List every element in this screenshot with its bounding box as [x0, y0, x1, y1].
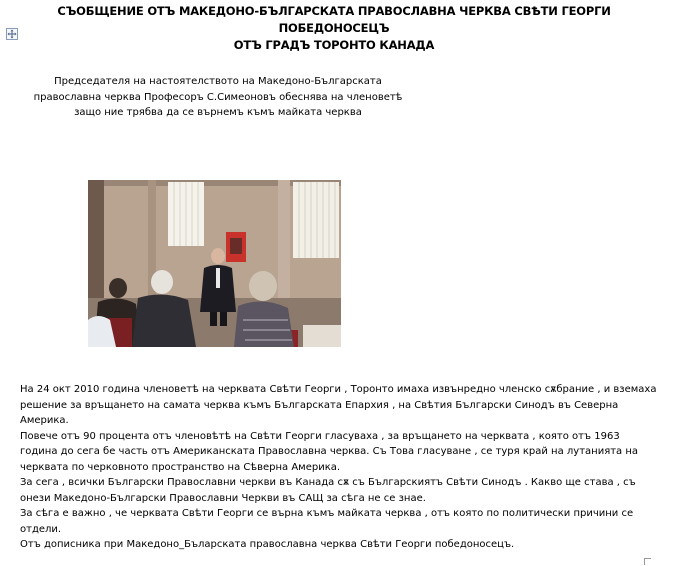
body-paragraph-4: За сѣга е важно , че черквата Свѣти Георги се върна къмъ майката черква , отъ която по политически причини се отдели.: [20, 508, 634, 535]
caption-line-2: православна черква Професоръ С.Симеоновъ обеснява на членоветѣ: [33, 91, 403, 103]
article-body: [20, 382, 660, 553]
photo-caption: [18, 74, 418, 121]
caption-line-3: защо ние трябва да се върнемъ къмъ майката черква: [74, 107, 362, 118]
body-paragraph-5: Отъ дописника при Македоно_Бъларската православна черква Свѣти Георги победоносецъ.: [20, 539, 515, 550]
body-paragraph-1: На 24 окт 2010 година членоветѣ на черквата Свѣти Георги , Торонто имаха извънредно членско сѫбрание , и вземаха решение за връщането на самата черква къмъ Българската Епархия , на Свѣтия Български Синодъ въ Северна Америка.: [20, 384, 657, 426]
document-title: [14, 3, 654, 54]
title-line-2: ОТЪ ГРАДЪ ТОРОНТО КАНАДА: [233, 38, 435, 52]
body-paragraph-2: Повече отъ 90 процента отъ членовѣтѣ на Свѣти Георги гласуваха , за връщането на черквата , която отъ 1963 година до сега бе часть отъ Американската Православна черква. Съ Това гласуване , се туря край на лутанията на черквата по черковното пространство на Сѣверна Америка.: [20, 430, 639, 473]
caption-line-1: Председателя на настоятелството на Македоно-Българската: [54, 76, 382, 87]
church-meeting-photo: [88, 180, 341, 347]
title-line-1: СЪОБЩЕНИЕ ОТЪ МАКЕДОНО-БЪЛГАРСКАТА ПРАВОСЛАВНА ЧЕРКВА СВѢТИ ГЕОРГИ ПОБЕДОНОСЕЦЪ: [57, 4, 611, 35]
page-corner-mark: [644, 558, 651, 565]
move-cross-icon[interactable]: [6, 28, 18, 40]
body-paragraph-3: За сега , всички Български Православни черкви въ Канада сѫ съ Българскиятъ Свѣти Синодъ . Какво ще става , съ онези Македоно-Български Православни Черкви въ САЩ за сѣга не се знае.: [20, 477, 636, 504]
